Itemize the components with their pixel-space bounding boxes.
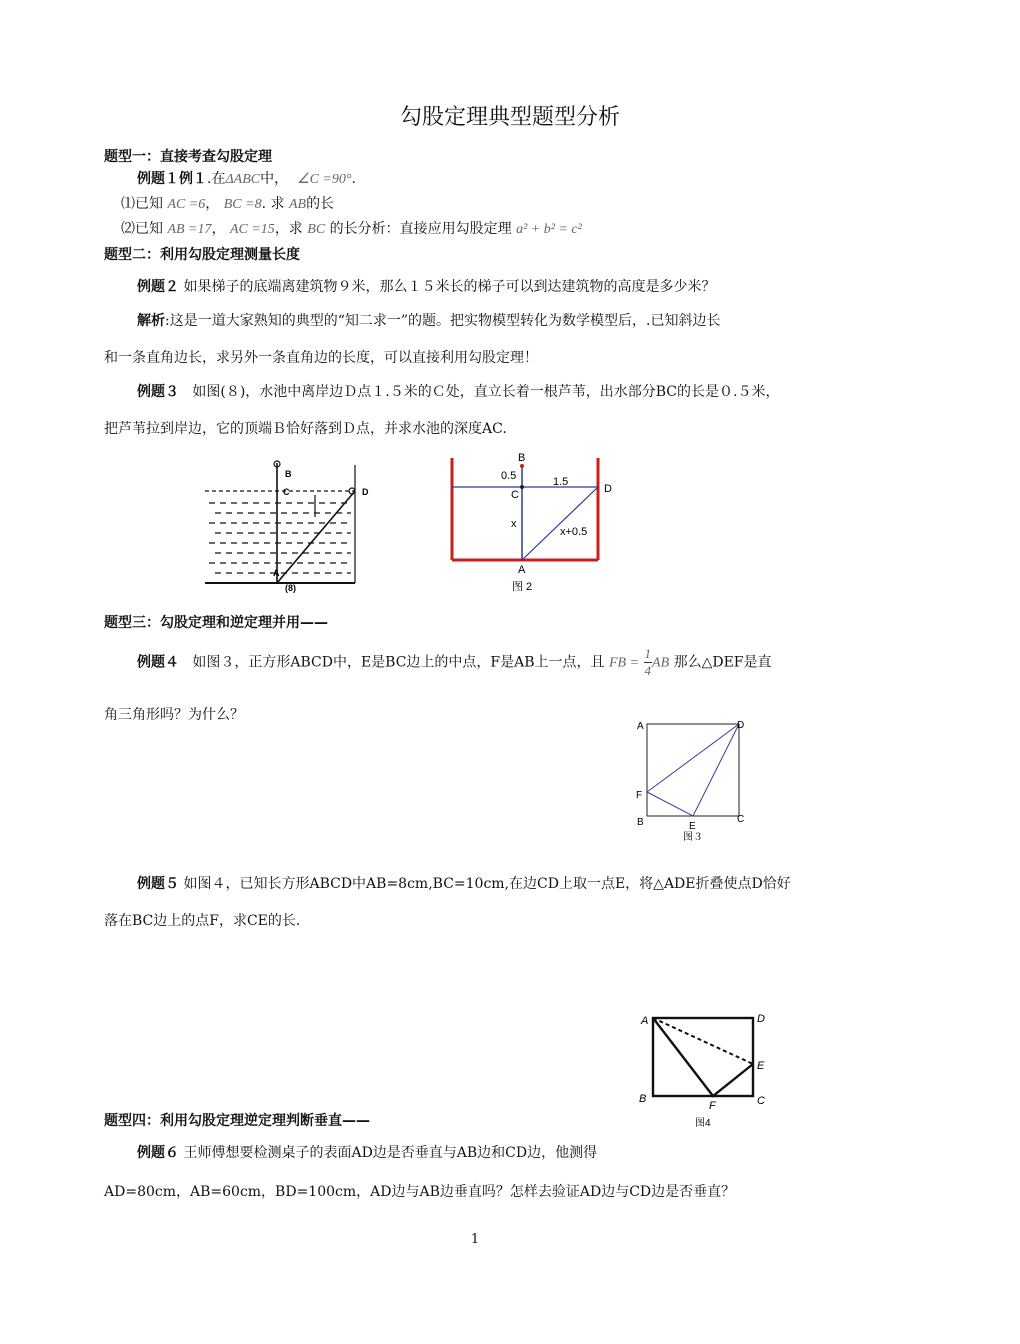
math: AC =6 [167,197,206,212]
label-b: B [637,817,644,828]
math-angle: ∠C =90° [297,172,352,187]
label-0-5: 0.5 [501,470,517,482]
label-b: B [639,1093,647,1105]
text: 的长分析：直接应用勾股定理 [329,221,512,237]
math: AB [288,197,307,212]
label-a: A [518,564,526,576]
label-c: C [757,1095,765,1107]
section-1-heading: 题型一：直接考查勾股定理 [104,149,272,165]
label-e: E [689,821,696,832]
text: 如果梯子的底端离建筑物９米，那么１５米长的梯子可以到达建筑物的高度是多少米？ [183,279,716,295]
label-x: x [511,518,517,530]
figure-2-pond-diagram [443,450,612,596]
numerator: 1 [644,646,652,661]
example-6-label: 例题６ [137,1145,179,1161]
text: 王师傅想要检测桌子的表面AD边是否垂直与AB边和CD边，他测得 [183,1145,598,1161]
section-3-heading: 题型三：勾股定理和逆定理并用—— [104,615,328,631]
example-1-part-1 [121,193,334,213]
label-d: D [604,483,612,495]
text: 如图３，正方形ABCD中，E是BC边上的中点，F是AB上一点，且 [192,654,605,671]
figure-4-caption: 图4 [695,1118,711,1129]
text: ⑵已知 [121,221,163,237]
page-title: 勾股定理典型题型分析 [399,105,620,130]
section-2-heading: 题型二：利用勾股定理测量长度 [104,247,300,263]
text: 的长 [306,196,335,212]
label-c: C [511,489,519,501]
text: 中， [260,171,289,187]
text: ⑴已知 [121,196,163,212]
example-6-line-2: AD=80cm，AB=60cm，BD=100cm，AD边与AB边垂直吗？怎样去验证AD边与CD边是否垂直？ [104,1184,736,1200]
section-4-heading: 题型四：利用勾股定理逆定理判断垂直—— [104,1113,370,1129]
label-d: D [757,1013,765,1025]
example-5-line-2: 落在BC边上的点F，求CE的长. [104,913,301,929]
denominator: 4 [644,663,652,678]
analysis-line-2: 和一条直角边长，求另外一条直角边的长度，可以直接利用勾股定理！ [104,350,538,366]
label-d: D [737,720,745,731]
math: AB [652,655,670,671]
text: :这是一道大家熟知的典型的“知二求一”的题。把实物模型转化为数学模型后，.已知斜边长 [165,313,721,329]
example-1-label: 例题１例１ [137,171,207,187]
figure-4-rectangle [633,1008,773,1132]
example-5 [137,873,791,893]
example-1-part-2 [121,218,582,238]
text: ， [211,221,226,237]
label-a: A [637,721,644,732]
text: . 求 [261,196,285,212]
example-5-label: 例题５ [137,876,179,892]
figure-8-pond [205,455,375,595]
label-a: A [273,568,280,578]
label-d: D [362,487,369,497]
math: FB = [609,655,640,671]
math-triangle: ΔABC [225,172,261,187]
label-e: E [757,1060,765,1072]
label-f: F [636,790,643,801]
math: BC [307,222,326,237]
example-1-line [137,168,356,188]
text: ， [205,196,220,212]
example-4 [137,646,772,679]
example-3-line-2: 把芦苇拉到岸边，它的顶端Ｂ恰好落到Ｄ点，并求水池的深度AC. [104,421,507,437]
math-formula: a² + b² = c² [516,222,582,237]
label-1-5: 1.5 [553,476,569,488]
example-3-label: 例题３ [137,384,179,400]
text: . [351,171,356,187]
text: 如图(８)，水池中离岸边Ｄ点１.５米的Ｃ处，直立长着一根芦苇，出水部分BC的长是０.５米， [192,384,780,400]
analysis-label: 解析 [137,313,165,329]
figure-3-square [633,712,753,846]
figure-8-caption: (8) [285,583,296,593]
text: 如图４，已知长方形ABCD中AB=8cm,BC=10cm,在边CD上取一点E，将△ADE折叠使点D恰好 [183,876,791,892]
label-b: B [285,469,292,479]
example-3 [137,381,779,401]
label-f: F [709,1100,716,1112]
example-4-label: 例题４ [137,654,179,671]
analysis-line-1 [137,310,720,330]
figure-2-caption: 图 2 [512,581,533,593]
math: BC =8 [223,197,262,212]
label-c: C [737,814,745,825]
label-a: A [641,1015,649,1027]
example-4-line-2: 角三角形吗？为什么？ [104,707,244,723]
fraction-one-quarter [644,646,653,679]
math: AC =15 [229,222,275,237]
example-6 [137,1142,597,1162]
label-c: C [283,487,290,497]
page-number: 1 [470,1232,480,1247]
text: 那么△DEF是直 [673,654,772,671]
math: AB =17 [167,222,212,237]
label-b: B [518,452,526,464]
figure-3-caption: 图３ [683,832,703,843]
label-x-plus-0-5: x+0.5 [560,526,588,538]
example-2-label: 例题２ [137,279,179,295]
text: .在 [207,171,226,187]
example-2 [137,276,715,296]
text: ，求 [274,221,303,237]
